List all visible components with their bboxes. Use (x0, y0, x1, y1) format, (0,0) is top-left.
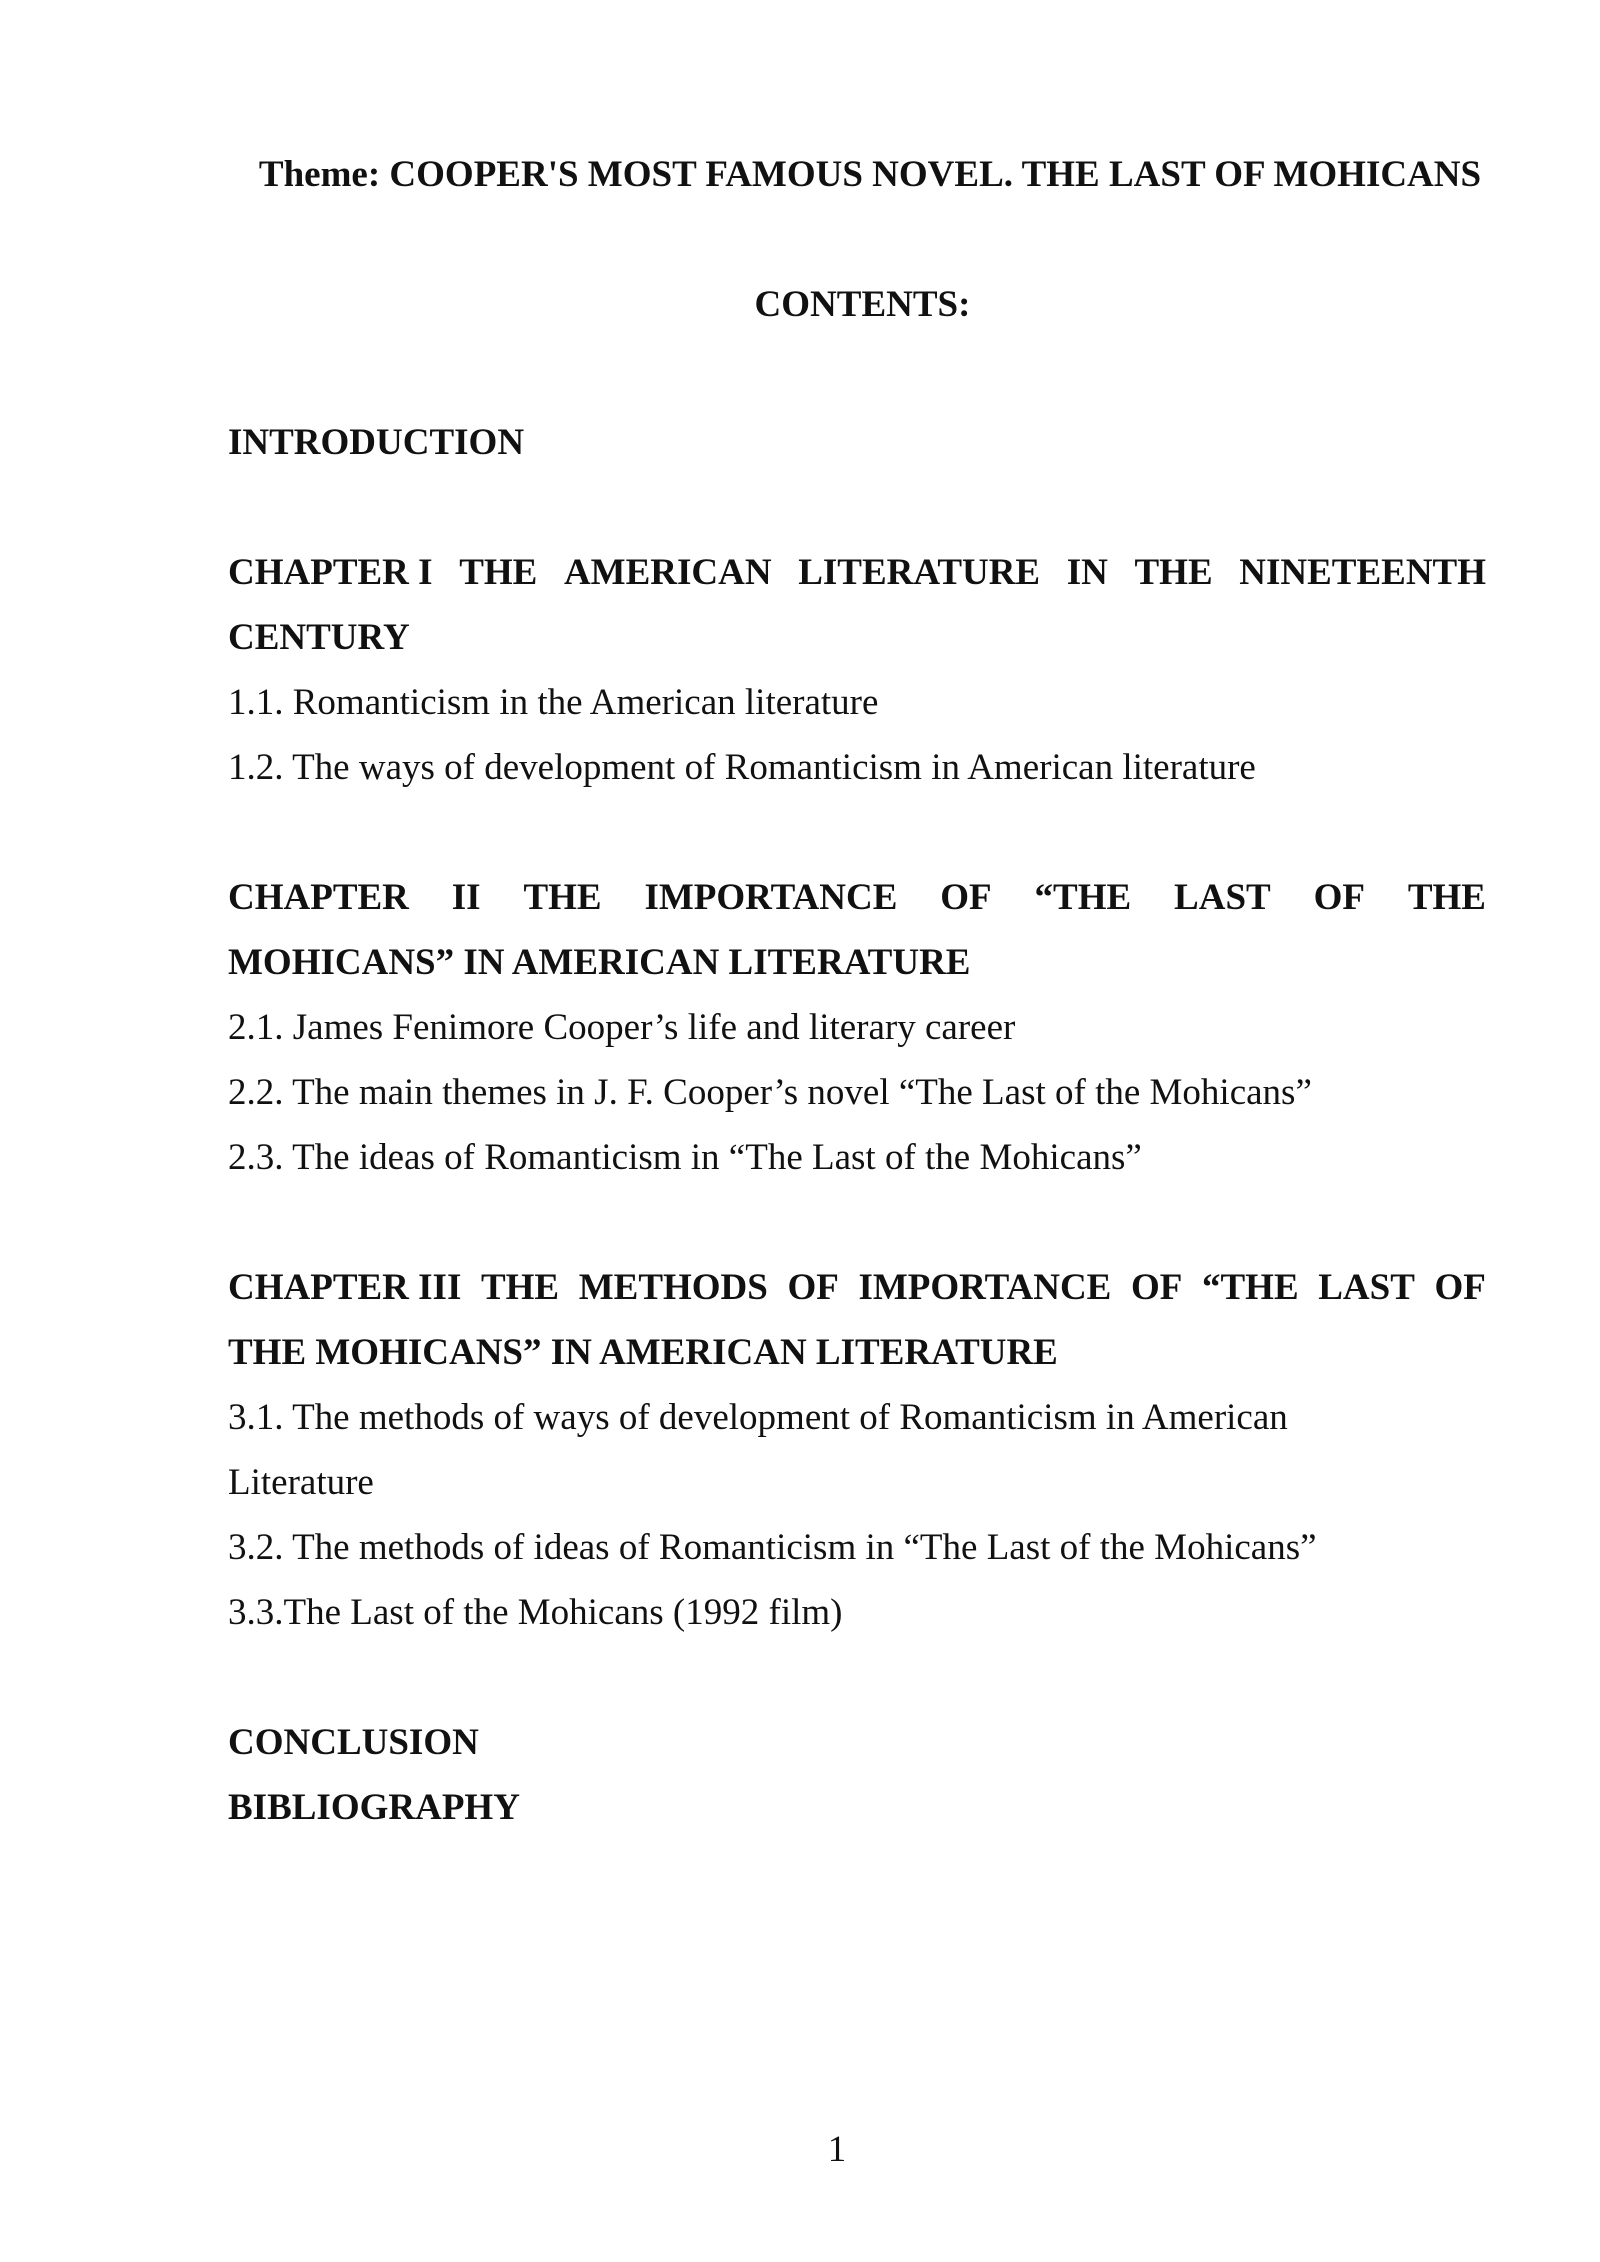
toc-spacer (228, 1645, 1486, 1710)
toc-spacer (228, 800, 1486, 865)
toc-chapter-2-word: OF (940, 877, 992, 918)
toc-section-3-1-continuation: Literature (228, 1462, 374, 1503)
toc-chapter-1-word: THE (459, 552, 538, 593)
toc-chapter-3-heading (228, 1255, 1486, 1320)
toc-chapter-3-word: IMPORTANCE (858, 1267, 1112, 1308)
toc-chapter-1-word: LITERATURE (798, 552, 1041, 593)
toc-chapter-3-word: CHAPTER III (228, 1267, 462, 1308)
toc-chapter-2-word: II (451, 877, 481, 918)
toc-chapter-2-word: OF (1313, 877, 1365, 918)
table-of-contents (228, 410, 1486, 1840)
toc-chapter-2-word: IMPORTANCE (644, 877, 898, 918)
toc-section-3-1: 3.1. The methods of ways of development of Romanticism in American (228, 1397, 1288, 1438)
toc-chapter-2-heading (228, 865, 1486, 930)
toc-chapter-1-word: THE (1134, 552, 1213, 593)
toc-chapter-2-heading-continuation: MOHICANS” IN AMERICAN LITERATURE (228, 942, 971, 983)
toc-section-2-2: 2.2. The main themes in J. F. Cooper’s novel “The Last of the Mohicans” (228, 1072, 1312, 1113)
toc-chapter-3-heading-continuation: THE MOHICANS” IN AMERICAN LITERATURE (228, 1332, 1058, 1373)
toc-spacer (228, 1190, 1486, 1255)
toc-chapter-1-word: IN (1066, 552, 1108, 593)
toc-chapter-3-word: OF (1434, 1267, 1486, 1308)
toc-chapter-3-word: “THE (1201, 1267, 1299, 1308)
toc-section-3-2: 3.2. The methods of ideas of Romanticism in “The Last of the Mohicans” (228, 1527, 1317, 1568)
toc-chapter-1-word: CHAPTER I (228, 552, 433, 593)
toc-section-1-1: 1.1. Romanticism in the American literature (228, 682, 879, 723)
toc-section-1-2: 1.2. The ways of development of Romanticism in American literature (228, 747, 1256, 788)
toc-chapter-2-word: LAST (1174, 877, 1271, 918)
toc-chapter-3-word: OF (1130, 1267, 1183, 1308)
toc-chapter-1-word: AMERICAN (563, 552, 772, 593)
toc-chapter-3-word: LAST (1318, 1267, 1415, 1308)
toc-chapter-1-heading (228, 540, 1486, 605)
theme-heading: Theme: COOPER'S MOST FAMOUS NOVEL. THE LAST OF MOHICANS (258, 154, 1482, 195)
toc-chapter-3-word: METHODS (578, 1267, 768, 1308)
toc-chapter-2-word: CHAPTER (228, 877, 409, 918)
toc-chapter-1-word: NINETEENTH (1239, 552, 1486, 593)
toc-section-2-1: 2.1. James Fenimore Cooper’s life and literary career (228, 1007, 1016, 1048)
toc-conclusion: CONCLUSION (228, 1722, 479, 1763)
toc-chapter-3-word: THE (480, 1267, 560, 1308)
contents-heading: CONTENTS: (754, 284, 971, 325)
toc-chapter-2-word: “THE (1034, 877, 1132, 918)
toc-section-2-3: 2.3. The ideas of Romanticism in “The Last of the Mohicans” (228, 1137, 1142, 1178)
toc-chapter-1-heading-continuation: CENTURY (228, 617, 410, 658)
toc-bibliography: BIBLIOGRAPHY (228, 1787, 520, 1828)
page-number: 1 (827, 2129, 847, 2170)
toc-section-3-3: 3.3.The Last of the Mohicans (1992 film) (228, 1592, 843, 1633)
toc-chapter-2-word: THE (1407, 877, 1486, 918)
toc-introduction: INTRODUCTION (228, 422, 525, 463)
toc-chapter-3-word: OF (787, 1267, 839, 1308)
toc-chapter-2-word: THE (523, 877, 602, 918)
toc-spacer (228, 475, 1486, 540)
